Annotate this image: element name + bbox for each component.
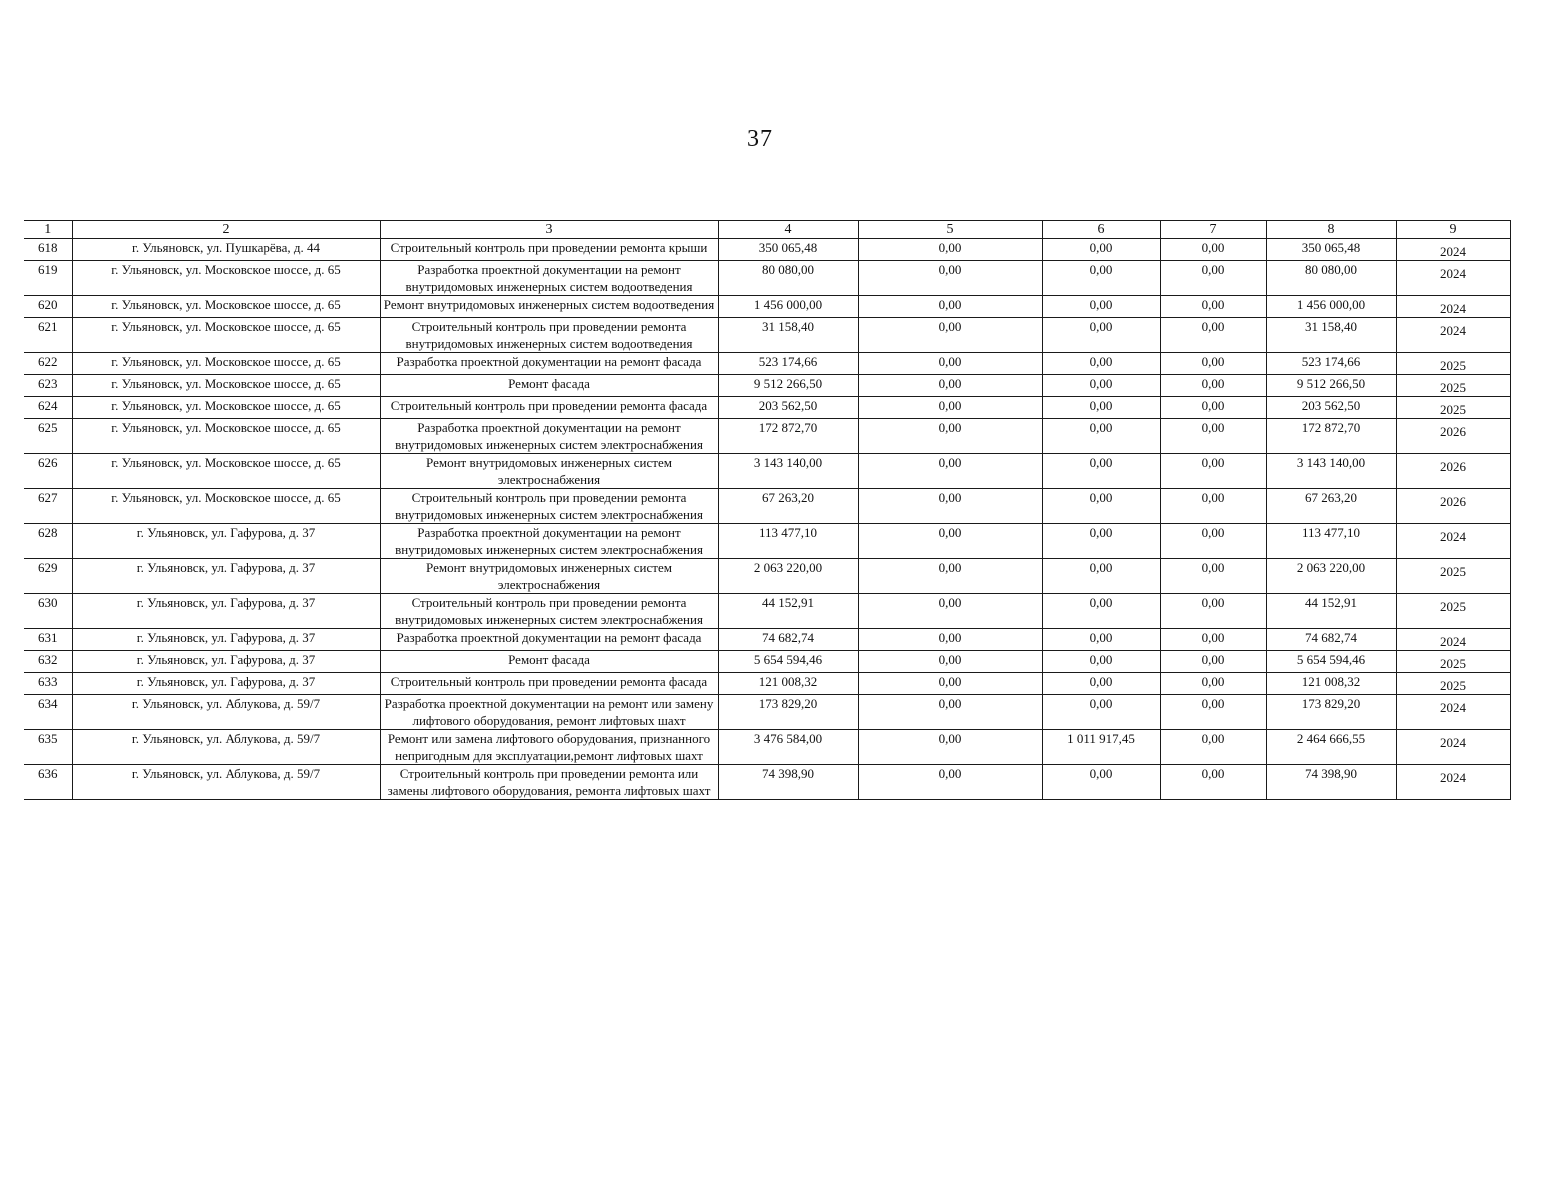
work-type-cell: Строительный контроль при проведении ремонта фасада <box>380 397 718 419</box>
capital-repair-table <box>24 220 1511 800</box>
cost-col6-cell: 0,00 <box>1042 454 1160 489</box>
work-type-cell: Ремонт фасада <box>380 375 718 397</box>
cost-col6-cell: 0,00 <box>1042 296 1160 318</box>
table-row <box>24 524 1510 559</box>
column-header: 3 <box>380 221 718 239</box>
cost-col8-cell: 2 063 220,00 <box>1266 559 1396 594</box>
work-type-cell: Разработка проектной документации на ремонт внутридомовых инженерных систем электроснабжения <box>380 524 718 559</box>
column-header: 4 <box>718 221 858 239</box>
cost-col5-cell: 0,00 <box>858 594 1042 629</box>
cost-col5-cell: 0,00 <box>858 629 1042 651</box>
table-row <box>24 651 1510 673</box>
row-number-cell: 625 <box>24 419 72 454</box>
cost-col6-cell: 0,00 <box>1042 695 1160 730</box>
year-cell: 2026 <box>1396 489 1510 524</box>
column-header: 2 <box>72 221 380 239</box>
cost-col5-cell: 0,00 <box>858 489 1042 524</box>
table-row <box>24 673 1510 695</box>
cost-col5-cell: 0,00 <box>858 695 1042 730</box>
work-type-cell: Строительный контроль при проведении ремонта или замены лифтового оборудования, ремонта лифтовых шахт <box>380 765 718 800</box>
cost-col8-cell: 67 263,20 <box>1266 489 1396 524</box>
work-type-cell: Ремонт внутридомовых инженерных систем электроснабжения <box>380 559 718 594</box>
cost-col5-cell: 0,00 <box>858 730 1042 765</box>
year-cell: 2025 <box>1396 559 1510 594</box>
cost-col8-cell: 74 398,90 <box>1266 765 1396 800</box>
table-row <box>24 559 1510 594</box>
year-cell: 2024 <box>1396 730 1510 765</box>
row-number-cell: 634 <box>24 695 72 730</box>
cost-col7-cell: 0,00 <box>1160 261 1266 296</box>
column-header: 5 <box>858 221 1042 239</box>
total-cost-cell: 67 263,20 <box>718 489 858 524</box>
address-cell: г. Ульяновск, ул. Аблукова, д. 59/7 <box>72 695 380 730</box>
cost-col8-cell: 44 152,91 <box>1266 594 1396 629</box>
cost-col6-cell: 0,00 <box>1042 353 1160 375</box>
year-cell: 2026 <box>1396 419 1510 454</box>
cost-col7-cell: 0,00 <box>1160 730 1266 765</box>
table-row <box>24 261 1510 296</box>
total-cost-cell: 172 872,70 <box>718 419 858 454</box>
column-header: 6 <box>1042 221 1160 239</box>
total-cost-cell: 173 829,20 <box>718 695 858 730</box>
cost-col7-cell: 0,00 <box>1160 594 1266 629</box>
cost-col7-cell: 0,00 <box>1160 651 1266 673</box>
cost-col8-cell: 203 562,50 <box>1266 397 1396 419</box>
table-row <box>24 419 1510 454</box>
work-type-cell: Строительный контроль при проведении ремонта внутридомовых инженерных систем электроснабжения <box>380 594 718 629</box>
cost-col7-cell: 0,00 <box>1160 318 1266 353</box>
row-number-cell: 627 <box>24 489 72 524</box>
work-type-cell: Строительный контроль при проведении ремонта внутридомовых инженерных систем водоотведения <box>380 318 718 353</box>
cost-col5-cell: 0,00 <box>858 454 1042 489</box>
cost-col7-cell: 0,00 <box>1160 419 1266 454</box>
address-cell: г. Ульяновск, ул. Московское шоссе, д. 65 <box>72 397 380 419</box>
address-cell: г. Ульяновск, ул. Гафурова, д. 37 <box>72 559 380 594</box>
year-cell: 2025 <box>1396 673 1510 695</box>
work-type-cell: Строительный контроль при проведении ремонта крыши <box>380 239 718 261</box>
total-cost-cell: 203 562,50 <box>718 397 858 419</box>
total-cost-cell: 9 512 266,50 <box>718 375 858 397</box>
cost-col5-cell: 0,00 <box>858 261 1042 296</box>
cost-col7-cell: 0,00 <box>1160 765 1266 800</box>
cost-col5-cell: 0,00 <box>858 673 1042 695</box>
table-row <box>24 594 1510 629</box>
page-number: 37 <box>747 126 773 152</box>
column-header: 1 <box>24 221 72 239</box>
address-cell: г. Ульяновск, ул. Гафурова, д. 37 <box>72 629 380 651</box>
row-number-cell: 619 <box>24 261 72 296</box>
cost-col5-cell: 0,00 <box>858 397 1042 419</box>
cost-col7-cell: 0,00 <box>1160 454 1266 489</box>
total-cost-cell: 3 143 140,00 <box>718 454 858 489</box>
cost-col6-cell: 0,00 <box>1042 559 1160 594</box>
work-type-cell: Разработка проектной документации на ремонт внутридомовых инженерных систем электроснабжения <box>380 419 718 454</box>
address-cell: г. Ульяновск, ул. Аблукова, д. 59/7 <box>72 765 380 800</box>
row-number-cell: 633 <box>24 673 72 695</box>
row-number-cell: 626 <box>24 454 72 489</box>
cost-col6-cell: 0,00 <box>1042 375 1160 397</box>
address-cell: г. Ульяновск, ул. Московское шоссе, д. 65 <box>72 318 380 353</box>
row-number-cell: 623 <box>24 375 72 397</box>
total-cost-cell: 350 065,48 <box>718 239 858 261</box>
cost-col8-cell: 80 080,00 <box>1266 261 1396 296</box>
work-type-cell: Ремонт внутридомовых инженерных систем водоотведения <box>380 296 718 318</box>
year-cell: 2025 <box>1396 375 1510 397</box>
row-number-cell: 621 <box>24 318 72 353</box>
total-cost-cell: 74 398,90 <box>718 765 858 800</box>
table-row <box>24 629 1510 651</box>
total-cost-cell: 31 158,40 <box>718 318 858 353</box>
cost-col6-cell: 0,00 <box>1042 397 1160 419</box>
cost-col6-cell: 0,00 <box>1042 239 1160 261</box>
cost-col5-cell: 0,00 <box>858 559 1042 594</box>
cost-col6-cell: 0,00 <box>1042 261 1160 296</box>
row-number-cell: 630 <box>24 594 72 629</box>
work-type-cell: Разработка проектной документации на ремонт внутридомовых инженерных систем водоотведения <box>380 261 718 296</box>
cost-col6-cell: 0,00 <box>1042 765 1160 800</box>
work-type-cell: Разработка проектной документации на ремонт фасада <box>380 353 718 375</box>
cost-col7-cell: 0,00 <box>1160 559 1266 594</box>
address-cell: г. Ульяновск, ул. Аблукова, д. 59/7 <box>72 730 380 765</box>
cost-col5-cell: 0,00 <box>858 239 1042 261</box>
row-number-cell: 628 <box>24 524 72 559</box>
cost-col8-cell: 3 143 140,00 <box>1266 454 1396 489</box>
cost-col8-cell: 9 512 266,50 <box>1266 375 1396 397</box>
address-cell: г. Ульяновск, ул. Московское шоссе, д. 65 <box>72 353 380 375</box>
address-cell: г. Ульяновск, ул. Московское шоссе, д. 65 <box>72 419 380 454</box>
address-cell: г. Ульяновск, ул. Гафурова, д. 37 <box>72 524 380 559</box>
table-row <box>24 695 1510 730</box>
cost-col8-cell: 5 654 594,46 <box>1266 651 1396 673</box>
year-cell: 2026 <box>1396 454 1510 489</box>
total-cost-cell: 44 152,91 <box>718 594 858 629</box>
cost-col5-cell: 0,00 <box>858 375 1042 397</box>
cost-col7-cell: 0,00 <box>1160 296 1266 318</box>
cost-col6-cell: 0,00 <box>1042 489 1160 524</box>
address-cell: г. Ульяновск, ул. Московское шоссе, д. 65 <box>72 489 380 524</box>
year-cell: 2024 <box>1396 695 1510 730</box>
cost-col5-cell: 0,00 <box>858 524 1042 559</box>
cost-col6-cell: 1 011 917,45 <box>1042 730 1160 765</box>
year-cell: 2024 <box>1396 296 1510 318</box>
cost-col8-cell: 121 008,32 <box>1266 673 1396 695</box>
cost-col6-cell: 0,00 <box>1042 651 1160 673</box>
table-row <box>24 489 1510 524</box>
row-number-cell: 624 <box>24 397 72 419</box>
cost-col5-cell: 0,00 <box>858 353 1042 375</box>
year-cell: 2025 <box>1396 397 1510 419</box>
cost-col7-cell: 0,00 <box>1160 239 1266 261</box>
row-number-cell: 618 <box>24 239 72 261</box>
cost-col5-cell: 0,00 <box>858 318 1042 353</box>
cost-col7-cell: 0,00 <box>1160 489 1266 524</box>
cost-col7-cell: 0,00 <box>1160 629 1266 651</box>
address-cell: г. Ульяновск, ул. Гафурова, д. 37 <box>72 651 380 673</box>
address-cell: г. Ульяновск, ул. Московское шоссе, д. 65 <box>72 296 380 318</box>
total-cost-cell: 5 654 594,46 <box>718 651 858 673</box>
cost-col5-cell: 0,00 <box>858 419 1042 454</box>
table-row <box>24 296 1510 318</box>
work-type-cell: Ремонт внутридомовых инженерных систем электроснабжения <box>380 454 718 489</box>
cost-col7-cell: 0,00 <box>1160 375 1266 397</box>
cost-col7-cell: 0,00 <box>1160 524 1266 559</box>
year-cell: 2025 <box>1396 651 1510 673</box>
address-cell: г. Ульяновск, ул. Гафурова, д. 37 <box>72 673 380 695</box>
cost-col7-cell: 0,00 <box>1160 353 1266 375</box>
cost-col8-cell: 31 158,40 <box>1266 318 1396 353</box>
work-type-cell: Ремонт фасада <box>380 651 718 673</box>
year-cell: 2024 <box>1396 765 1510 800</box>
cost-col8-cell: 173 829,20 <box>1266 695 1396 730</box>
column-number-header-row <box>24 221 1510 239</box>
total-cost-cell: 113 477,10 <box>718 524 858 559</box>
row-number-cell: 629 <box>24 559 72 594</box>
year-cell: 2024 <box>1396 239 1510 261</box>
total-cost-cell: 74 682,74 <box>718 629 858 651</box>
cost-col8-cell: 172 872,70 <box>1266 419 1396 454</box>
year-cell: 2025 <box>1396 353 1510 375</box>
column-header: 8 <box>1266 221 1396 239</box>
table-row <box>24 397 1510 419</box>
table-row <box>24 375 1510 397</box>
cost-col8-cell: 74 682,74 <box>1266 629 1396 651</box>
total-cost-cell: 3 476 584,00 <box>718 730 858 765</box>
row-number-cell: 636 <box>24 765 72 800</box>
cost-col6-cell: 0,00 <box>1042 594 1160 629</box>
cost-col8-cell: 2 464 666,55 <box>1266 730 1396 765</box>
cost-col6-cell: 0,00 <box>1042 524 1160 559</box>
row-number-cell: 631 <box>24 629 72 651</box>
table-row <box>24 765 1510 800</box>
cost-col5-cell: 0,00 <box>858 765 1042 800</box>
work-type-cell: Разработка проектной документации на ремонт фасада <box>380 629 718 651</box>
cost-col7-cell: 0,00 <box>1160 673 1266 695</box>
address-cell: г. Ульяновск, ул. Московское шоссе, д. 65 <box>72 375 380 397</box>
cost-col8-cell: 523 174,66 <box>1266 353 1396 375</box>
work-type-cell: Ремонт или замена лифтового оборудования, признанного непригодным для эксплуатации,ремонт лифтовых шахт <box>380 730 718 765</box>
cost-col5-cell: 0,00 <box>858 296 1042 318</box>
cost-col6-cell: 0,00 <box>1042 673 1160 695</box>
work-type-cell: Строительный контроль при проведении ремонта внутридомовых инженерных систем электроснабжения <box>380 489 718 524</box>
total-cost-cell: 1 456 000,00 <box>718 296 858 318</box>
cost-col8-cell: 350 065,48 <box>1266 239 1396 261</box>
address-cell: г. Ульяновск, ул. Московское шоссе, д. 65 <box>72 261 380 296</box>
address-cell: г. Ульяновск, ул. Гафурова, д. 37 <box>72 594 380 629</box>
cost-col8-cell: 113 477,10 <box>1266 524 1396 559</box>
year-cell: 2024 <box>1396 261 1510 296</box>
year-cell: 2024 <box>1396 524 1510 559</box>
cost-col7-cell: 0,00 <box>1160 397 1266 419</box>
table-row <box>24 353 1510 375</box>
year-cell: 2024 <box>1396 318 1510 353</box>
work-type-cell: Строительный контроль при проведении ремонта фасада <box>380 673 718 695</box>
table-row <box>24 239 1510 261</box>
work-type-cell: Разработка проектной документации на ремонт или замену лифтового оборудования, ремонт лифтовых шахт <box>380 695 718 730</box>
row-number-cell: 635 <box>24 730 72 765</box>
cost-col6-cell: 0,00 <box>1042 629 1160 651</box>
table-row <box>24 318 1510 353</box>
table-row <box>24 454 1510 489</box>
year-cell: 2025 <box>1396 594 1510 629</box>
total-cost-cell: 523 174,66 <box>718 353 858 375</box>
address-cell: г. Ульяновск, ул. Московское шоссе, д. 65 <box>72 454 380 489</box>
total-cost-cell: 2 063 220,00 <box>718 559 858 594</box>
column-header: 7 <box>1160 221 1266 239</box>
cost-col8-cell: 1 456 000,00 <box>1266 296 1396 318</box>
total-cost-cell: 80 080,00 <box>718 261 858 296</box>
row-number-cell: 632 <box>24 651 72 673</box>
row-number-cell: 622 <box>24 353 72 375</box>
cost-col6-cell: 0,00 <box>1042 318 1160 353</box>
total-cost-cell: 121 008,32 <box>718 673 858 695</box>
table-row <box>24 730 1510 765</box>
cost-col6-cell: 0,00 <box>1042 419 1160 454</box>
row-number-cell: 620 <box>24 296 72 318</box>
year-cell: 2024 <box>1396 629 1510 651</box>
cost-col5-cell: 0,00 <box>858 651 1042 673</box>
column-header: 9 <box>1396 221 1510 239</box>
address-cell: г. Ульяновск, ул. Пушкарёва, д. 44 <box>72 239 380 261</box>
cost-col7-cell: 0,00 <box>1160 695 1266 730</box>
